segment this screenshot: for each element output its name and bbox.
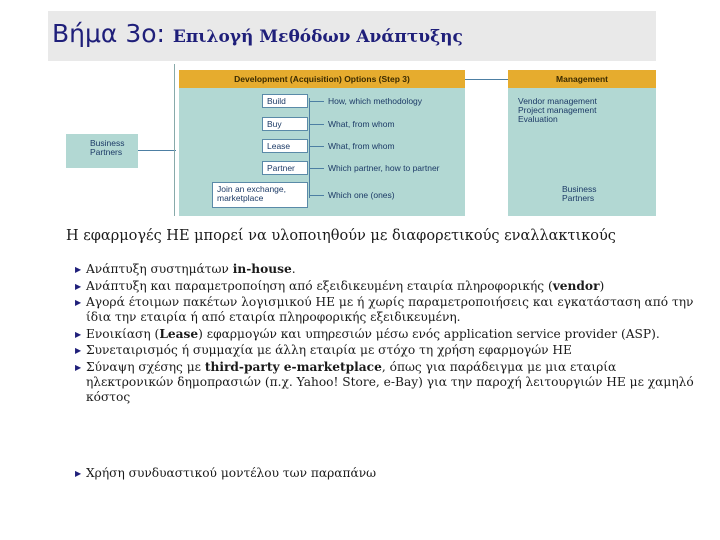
list-item xyxy=(72,279,702,294)
bullet-text: Σύναψη σχέσης με xyxy=(86,359,205,374)
bullet-strong: Lease xyxy=(159,326,199,341)
bullet-text-post: , όπως για παράδειγμα με μια εταιρία ηλεκτρονικών δημοπρασιών (π.χ. Yahoo! Store, e-Bay) για την παροχή λειτουργιών ΗΕ με χαμηλό κόστος xyxy=(86,359,694,404)
bullet-strong: third-party e-marketplace xyxy=(204,359,382,374)
bullet-icon: ▶ xyxy=(75,346,82,355)
title-text: Επιλογή Μεθόδων Ανάπτυξης xyxy=(172,27,463,47)
bullet-list xyxy=(72,262,702,406)
list-item xyxy=(72,262,702,277)
bullet-text-post: ) xyxy=(599,278,605,293)
bullet-text-post: . xyxy=(291,262,296,276)
bullet-icon: ▶ xyxy=(75,265,82,274)
option-partner: Partner xyxy=(262,161,308,175)
list-item xyxy=(72,327,702,342)
option-lease-desc: What, from whom xyxy=(328,141,395,151)
option-buy: Buy xyxy=(262,117,308,131)
option-join-exchange: Join an exchange, marketplace xyxy=(212,182,308,208)
list-item-last xyxy=(72,466,376,481)
option-join-exchange-desc: Which one (ones) xyxy=(328,190,395,200)
connector-line xyxy=(310,146,324,147)
dev-options-header: Development (Acquisition) Options (Step 3) xyxy=(179,70,465,88)
subtitle: Η εφαρμογές ΗΕ μπορεί να υλοποιηθούν με διαφορετικούς εναλλακτικούς xyxy=(66,228,616,244)
bullet-strong: vendor xyxy=(552,278,600,293)
mgmt-item-project: Project management xyxy=(518,105,597,115)
option-buy-desc: What, from whom xyxy=(328,119,395,129)
development-options-diagram xyxy=(66,64,656,216)
list-item xyxy=(72,343,702,358)
connector-line xyxy=(174,64,175,216)
bullet-icon: ▶ xyxy=(75,281,82,291)
bullet-text: Ανάπτυξη και παραμετροποίηση από εξειδικευμένη εταιρία πληροφορικής ( xyxy=(86,278,553,293)
arrow-to-management xyxy=(465,79,508,80)
mgmt-item-vendor: Vendor management xyxy=(518,96,597,106)
option-build: Build xyxy=(262,94,308,108)
connector-line xyxy=(309,98,310,198)
bullet-icon: ▶ xyxy=(75,469,82,478)
bullet-icon: ▶ xyxy=(75,298,82,307)
slide-title xyxy=(52,19,463,48)
bullet-text: Συνεταιρισμός ή συμμαχία με άλλη εταιρία με στόχο τη χρήση εφαρμογών ΗΕ xyxy=(86,343,572,357)
option-lease: Lease xyxy=(262,139,308,153)
connector-line xyxy=(310,101,324,102)
option-partner-desc: Which partner, how to partner xyxy=(328,163,440,173)
bullet-text-post: ) εφαρμογών και υπηρεσιών μέσω ενός application service provider (ASP). xyxy=(198,326,660,341)
connector-line xyxy=(138,150,176,151)
bullet-strong: in-house xyxy=(232,262,292,276)
business-partners-left: Business Partners xyxy=(66,134,138,168)
list-item xyxy=(72,360,702,405)
management-header: Management xyxy=(508,70,656,88)
list-item xyxy=(72,295,702,325)
bullet-text: Αγορά έτοιμων πακέτων λογισμικού ΗΕ με ή χωρίς παραμετροποιήσεις και εγκατάσταση από την ίδια την εταιρία ή από εταιρία πληροφορικής εξειδικευμένη. xyxy=(86,295,694,324)
mgmt-item-evaluation: Evaluation xyxy=(518,114,558,124)
option-build-desc: How, which methodology xyxy=(328,96,423,106)
bullet-icon: ▶ xyxy=(75,329,82,339)
bullet-icon: ▶ xyxy=(75,362,82,372)
connector-line xyxy=(310,168,324,169)
business-partners-right: Business Partners xyxy=(562,184,597,203)
bullet-text: Ενοικίαση ( xyxy=(86,326,160,341)
bullet-text: Ανάπτυξη συστημάτων xyxy=(86,262,233,276)
connector-line xyxy=(310,195,324,196)
bullet-text: Χρήση συνδυαστικού μοντέλου των παραπάνω xyxy=(86,466,377,480)
connector-line xyxy=(310,124,324,125)
title-step: Βήμα 3ο: xyxy=(52,19,173,48)
